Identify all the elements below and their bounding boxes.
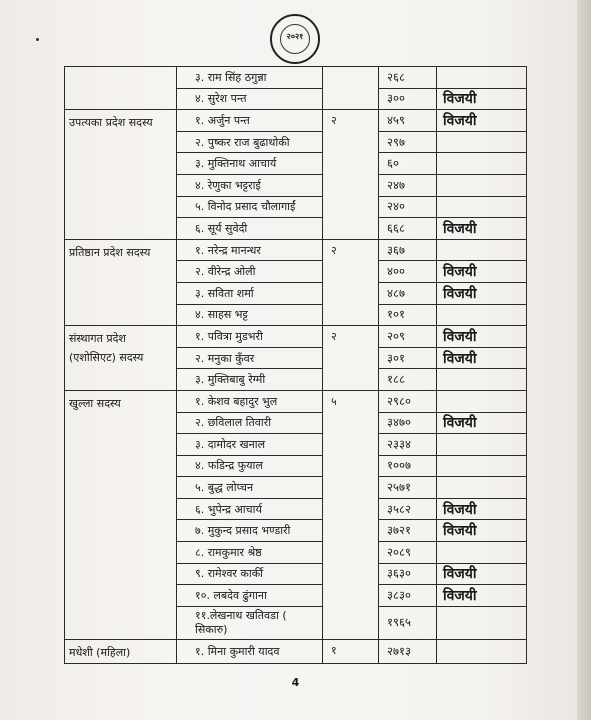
candidate-name-cell: [177, 390, 323, 412]
candidate-name-cell: [177, 218, 323, 240]
votes-cell: २३३४: [379, 434, 437, 456]
result-status-cell: [437, 639, 527, 664]
result-status-cell: [437, 131, 527, 153]
votes-cell: ४५९: [379, 110, 437, 132]
candidate-name: १. नरेन्द्र मानन्धर: [195, 243, 261, 257]
result-status-cell: विजयी: [437, 218, 527, 240]
votes-cell: ४००: [379, 261, 437, 283]
ink-mark: [36, 38, 39, 41]
result-status-cell: विजयी: [437, 585, 527, 607]
votes-cell: ३००: [379, 88, 437, 110]
candidate-name: २. छविलाल तिवारी: [195, 416, 272, 430]
candidate-name: ३. सविता शर्मा: [195, 286, 254, 300]
votes-cell: २०९: [379, 326, 437, 348]
candidate-name-cell: [177, 412, 323, 434]
result-status-cell: [437, 304, 527, 326]
votes-cell: ६६८: [379, 218, 437, 240]
votes-cell: २९८०: [379, 390, 437, 412]
candidate-name-cell: [177, 174, 323, 196]
table-row: [65, 639, 527, 664]
votes-cell: ३५८२: [379, 498, 437, 520]
candidate-name: ३. दामोदर खनाल: [195, 437, 266, 451]
candidate-name-cell: [177, 606, 323, 639]
candidate-name-cell: [177, 304, 323, 326]
result-status-cell: [437, 455, 527, 477]
result-status-cell: [437, 606, 527, 639]
votes-cell: ३८३०: [379, 585, 437, 607]
seats-cell: २: [323, 110, 379, 240]
result-status-cell: [437, 369, 527, 391]
seal-number: २०२१: [286, 32, 304, 41]
category-cell: [65, 67, 177, 110]
votes-cell: २७१३: [379, 639, 437, 664]
candidate-name: ६. सूर्य सुवेदी: [195, 221, 248, 235]
result-status-cell: [437, 390, 527, 412]
candidate-name-cell: [177, 131, 323, 153]
seats-cell: १: [323, 639, 379, 664]
candidate-name: ८. रामकुमार श्रेष्ठ: [195, 545, 262, 559]
votes-cell: ३७२१: [379, 520, 437, 542]
election-results-table: [64, 66, 527, 664]
result-status-cell: विजयी: [437, 110, 527, 132]
candidate-name: ४. फडिन्द्र फुयाल: [195, 459, 263, 473]
candidate-name: ५. बुद्ध लोप्चन: [195, 481, 254, 495]
result-status-cell: [437, 67, 527, 89]
result-status-cell: [437, 542, 527, 564]
result-status-cell: [437, 196, 527, 218]
table-row: [65, 110, 527, 132]
candidate-name: ३. मुक्तिबाबु रेग्मी: [195, 373, 266, 387]
candidate-name-cell: [177, 542, 323, 564]
candidate-name-cell: [177, 639, 323, 664]
result-status-cell: विजयी: [437, 563, 527, 585]
candidate-name: ४. साहस भट्ट: [195, 308, 248, 322]
result-status-cell: विजयी: [437, 88, 527, 110]
candidate-name: १०. लबदेव ढुंगाना: [195, 589, 267, 603]
result-status-cell: विजयी: [437, 261, 527, 283]
candidate-name-cell: [177, 347, 323, 369]
table-row: [65, 326, 527, 348]
seats-cell: [323, 67, 379, 110]
candidate-name: ३. राम सिंह ठगुन्ना: [195, 70, 267, 84]
category-cell: उपत्यका प्रदेश सदस्य: [65, 110, 177, 240]
candidate-name: १. अर्जुन पन्त: [195, 113, 250, 127]
candidate-name-cell: [177, 153, 323, 175]
result-status-cell: विजयी: [437, 520, 527, 542]
candidate-name-cell: [177, 455, 323, 477]
candidate-name: ५. विनोद प्रसाद चौलागाईं: [195, 200, 296, 214]
result-status-cell: [437, 477, 527, 499]
votes-cell: ६०: [379, 153, 437, 175]
page-edge-shadow: [577, 0, 591, 720]
candidate-name-cell: [177, 282, 323, 304]
candidate-name-cell: [177, 434, 323, 456]
candidate-name: १. केशव बहादुर भुल: [195, 394, 278, 408]
result-status-cell: [437, 434, 527, 456]
votes-cell: २४०: [379, 196, 437, 218]
category-cell: खुल्ला सदस्य: [65, 390, 177, 639]
category-cell: संस्थागत प्रदेश (एशोसिएट) सदस्य: [65, 326, 177, 391]
candidate-name-cell: [177, 369, 323, 391]
result-status-cell: [437, 239, 527, 261]
candidate-name-cell: [177, 520, 323, 542]
votes-cell: ३०१: [379, 347, 437, 369]
candidate-name: ९. रामेश्वर कार्की: [195, 567, 264, 581]
seats-cell: २: [323, 239, 379, 325]
result-status-cell: [437, 153, 527, 175]
candidate-name-cell: [177, 261, 323, 283]
candidate-name: ४. रेणुका भट्टराई: [195, 178, 261, 192]
results-table-body: [65, 67, 527, 664]
candidate-name: २. पुष्कर राज बुढाथोकी: [195, 135, 290, 149]
table-row: [65, 67, 527, 89]
candidate-name-cell: [177, 498, 323, 520]
result-status-cell: विजयी: [437, 412, 527, 434]
votes-cell: १८८: [379, 369, 437, 391]
candidate-name-cell: [177, 326, 323, 348]
votes-cell: २६८: [379, 67, 437, 89]
votes-cell: ३६७: [379, 239, 437, 261]
candidate-name: २. मनुका कुँवर: [195, 351, 255, 365]
votes-cell: ३६३०: [379, 563, 437, 585]
page-number: 4: [291, 676, 300, 689]
candidate-name-cell: [177, 110, 323, 132]
candidate-name: ११.लेखनाथ खतिवडा ( सिकारु): [195, 608, 287, 636]
votes-cell: २५७१: [379, 477, 437, 499]
seats-cell: ५: [323, 390, 379, 639]
candidate-name-cell: [177, 196, 323, 218]
votes-cell: १००७: [379, 455, 437, 477]
result-status-cell: विजयी: [437, 347, 527, 369]
votes-cell: ३४७०: [379, 412, 437, 434]
candidate-name-cell: [177, 563, 323, 585]
result-status-cell: विजयी: [437, 498, 527, 520]
candidate-name: १. मिना कुमारी यादव: [195, 645, 280, 659]
table-row: [65, 390, 527, 412]
votes-cell: २४७: [379, 174, 437, 196]
candidate-name-cell: [177, 585, 323, 607]
votes-cell: १९६५: [379, 606, 437, 639]
candidate-name: १. पवित्रा मुडभरी: [195, 329, 263, 343]
candidate-name-cell: [177, 88, 323, 110]
category-cell: प्रतिष्ठान प्रदेश सदस्य: [65, 239, 177, 325]
candidate-name-cell: [177, 239, 323, 261]
candidate-name: २. वीरेन्द्र ओली: [195, 265, 256, 279]
votes-cell: ४८७: [379, 282, 437, 304]
candidate-name: ३. मुक्तिनाथ आचार्य: [195, 157, 277, 171]
votes-cell: १०१: [379, 304, 437, 326]
result-status-cell: विजयी: [437, 326, 527, 348]
candidate-name-cell: [177, 67, 323, 89]
result-status-cell: विजयी: [437, 282, 527, 304]
votes-cell: २९७: [379, 131, 437, 153]
table-row: [65, 239, 527, 261]
candidate-name-cell: [177, 477, 323, 499]
seats-cell: २: [323, 326, 379, 391]
candidate-name: ४. सुरेश पन्त: [195, 92, 247, 106]
votes-cell: २०८९: [379, 542, 437, 564]
organization-seal-icon: [270, 14, 320, 64]
candidate-name: ७. मुकुन्द प्रसाद भण्डारी: [195, 523, 291, 537]
candidate-name: ६. भुपेन्द्र आचार्य: [195, 502, 262, 516]
category-cell: मधेशी (महिला): [65, 639, 177, 664]
result-status-cell: [437, 174, 527, 196]
